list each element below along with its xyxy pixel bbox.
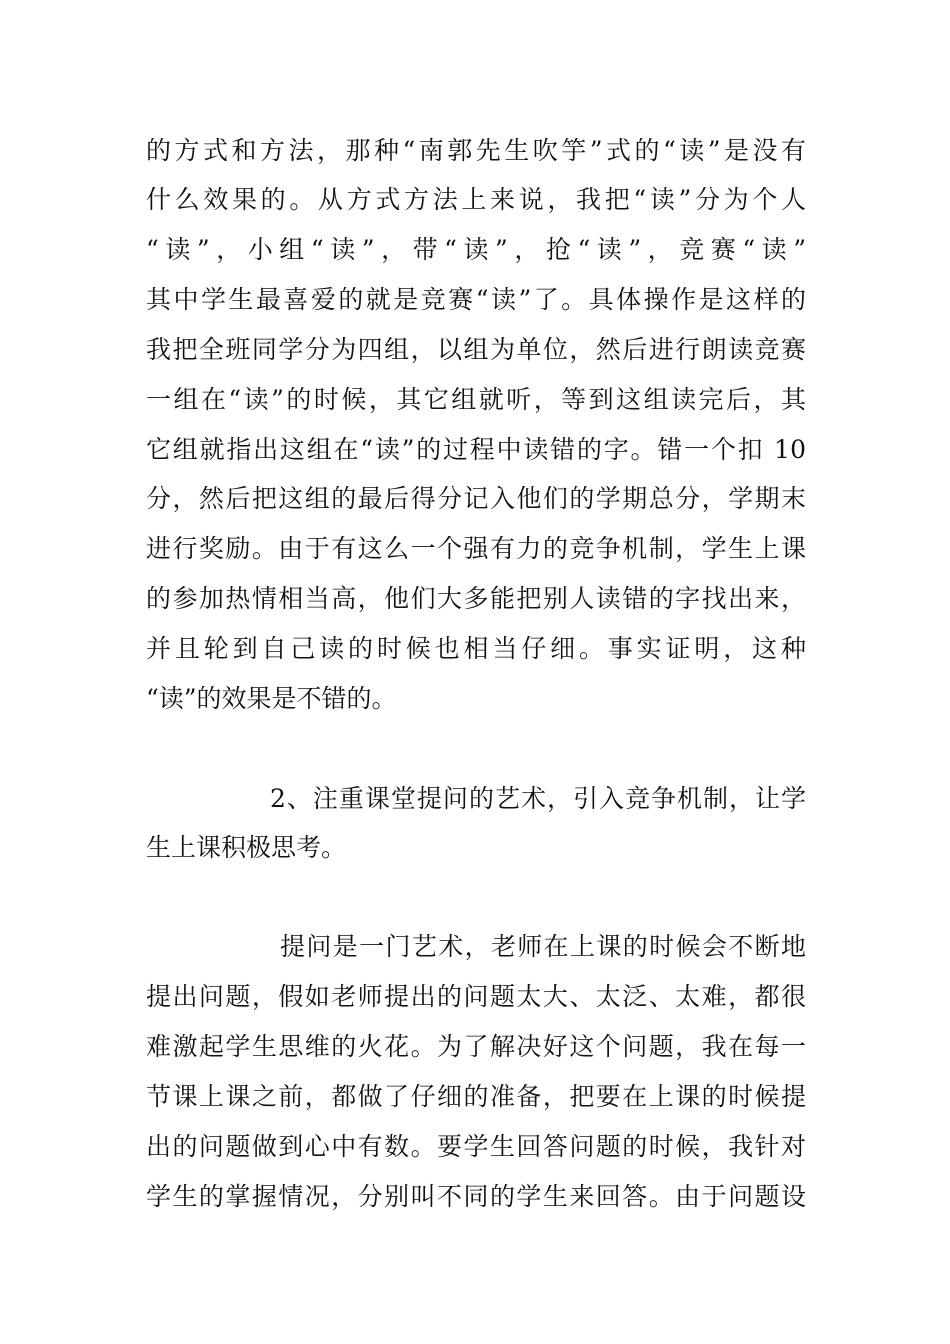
paragraph-3-line-1: 提问是一门艺术，老师在上课的时候会不断地 <box>280 932 806 961</box>
paragraph-1-line-11: 并且轮到自己读的时候也相当仔细。事实证明，这种 <box>146 634 806 663</box>
heading-2-line-2: 生上课积极思考。 <box>146 833 347 862</box>
paragraph-3-line-6: 学生的掌握情况，分别叫不同的学生来回答。由于问题设 <box>146 1182 806 1211</box>
heading-2-line-1: 2、注重课堂提问的艺术，引入竞争机制，让学 <box>270 784 806 813</box>
paragraph-1-line-5: 我把全班同学分为四组，以组为单位，然后进行朗读竞赛 <box>146 335 806 364</box>
paragraph-1-line-1: 的方式和方法，那种“南郭先生吹竽”式的“读”是没有 <box>146 136 806 165</box>
paragraph-1-line-4: 其中学生最喜爱的就是竞赛“读”了。具体操作是这样的 <box>146 285 806 314</box>
paragraph-1-line-10: 的参加热情相当高，他们大多能把别人读错的字找出来， <box>146 584 806 613</box>
paragraph-1-line-7: 它组就指出这组在“读”的过程中读错的字。错一个扣 10 <box>146 435 806 464</box>
paragraph-1-line-9: 进行奖励。由于有这么一个强有力的竞争机制，学生上课 <box>146 534 806 563</box>
paragraph-1-line-12: “读”的效果是不错的。 <box>146 684 397 713</box>
paragraph-3-line-4: 节课上课之前，都做了仔细的准备，把要在上课的时候提 <box>146 1082 806 1111</box>
paragraph-1-line-2: 什么效果的。从方式方法上来说，我把“读”分为个人 <box>146 185 806 214</box>
paragraph-1-line-3: “读”，小组“读”，带“读”，抢“读”，竞赛“读” <box>146 235 806 264</box>
paragraph-3-line-5: 出的问题做到心中有数。要学生回答问题的时候，我针对 <box>146 1132 806 1161</box>
paragraph-3-line-3: 难激起学生思维的火花。为了解决好这个问题，我在每一 <box>146 1032 806 1061</box>
paragraph-1-line-8: 分，然后把这组的最后得分记入他们的学期总分，学期末 <box>146 484 806 513</box>
paragraph-1-line-6: 一组在“读”的时候，其它组就听，等到这组读完后，其 <box>146 385 806 414</box>
paragraph-3-line-2: 提出问题，假如老师提出的问题太大、太泛、太难，都很 <box>146 982 806 1011</box>
